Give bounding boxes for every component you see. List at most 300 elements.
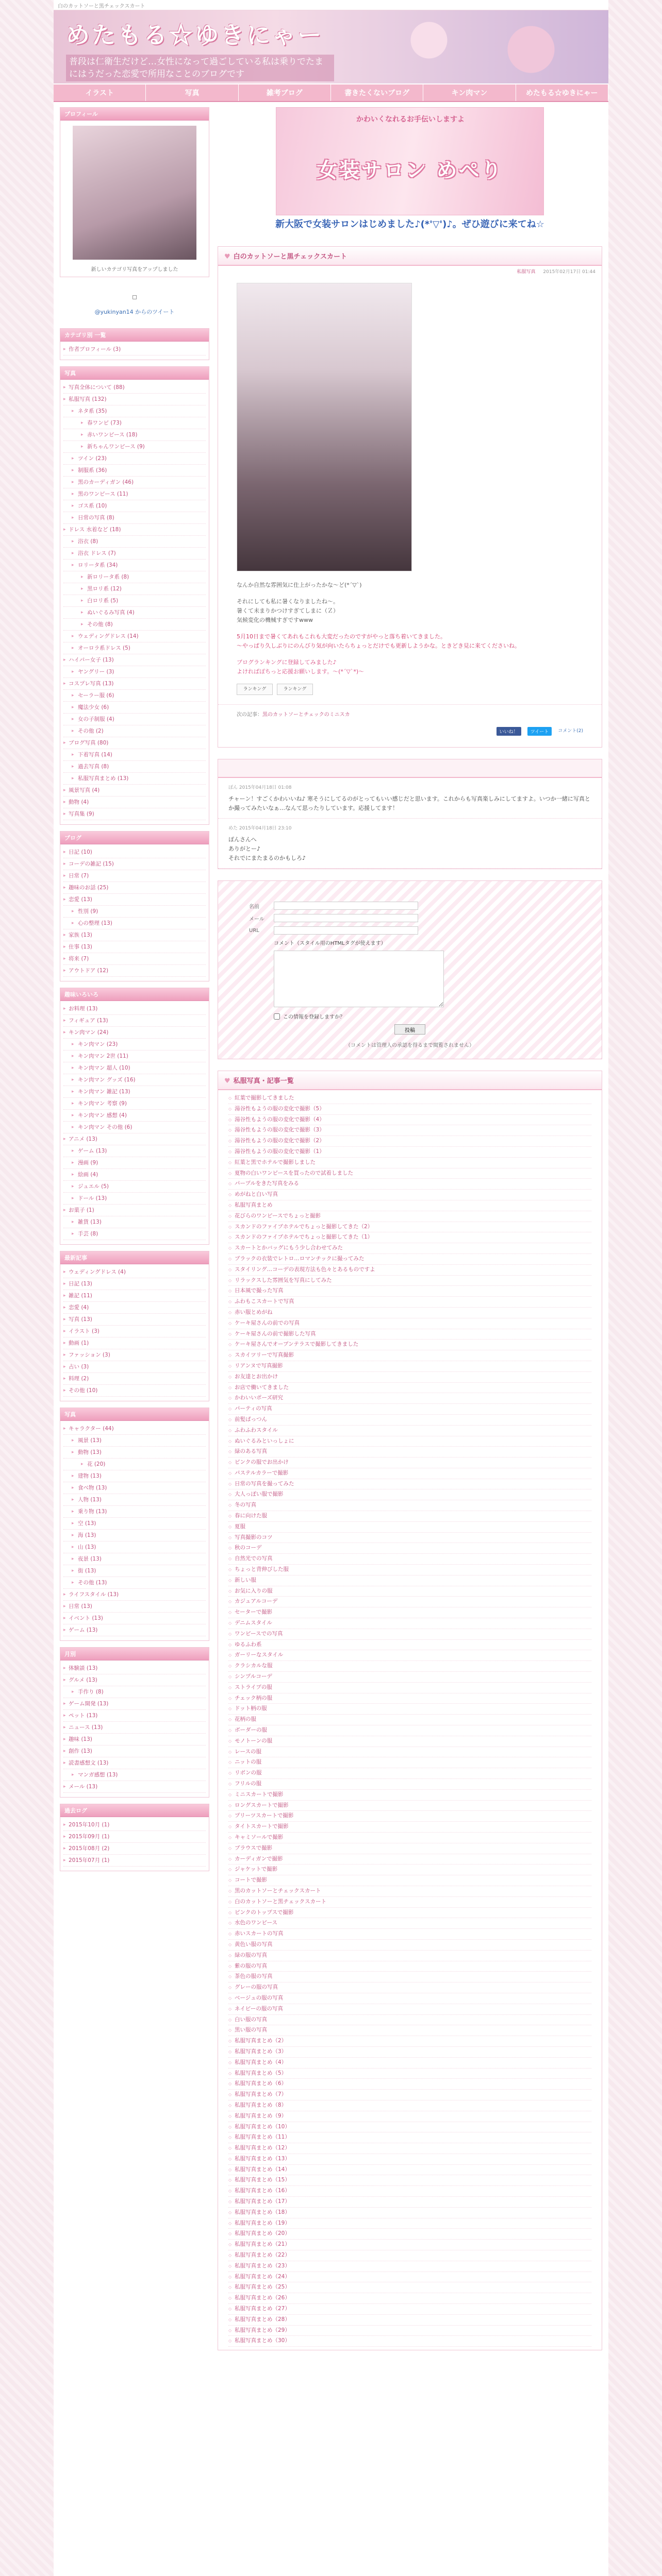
article-list-item[interactable]: ◇ 白のカットソーと黒チェックスカート (228, 1897, 591, 1908)
sidebar-menu-item[interactable]: ▸ イラスト (3) (63, 1326, 206, 1337)
article-list-item[interactable]: ◇ タイトスカートで撮影 (228, 1822, 591, 1833)
sidebar-menu-item[interactable]: ▸ キン肉マン 雑記 (13) (63, 1086, 206, 1098)
ranking-banners (237, 684, 583, 695)
article-list-item[interactable]: ◇ めがねと白い写真 (228, 1190, 591, 1200)
article-list-item[interactable]: ◇ 私服写真まとめ（21） (228, 2240, 591, 2250)
article-list-item[interactable]: ◇ 夏物の白いワンピースを買ったので試着しました (228, 1168, 591, 1179)
sidebar-menu-item[interactable]: ▸ 写真 (13) (63, 1314, 206, 1326)
next-entry-link[interactable]: 黒のカットソーとチェックのミニスカ (262, 712, 350, 718)
article-list-item[interactable]: ◇ リアンヌで写真撮影 (228, 1361, 591, 1372)
article-list-item[interactable]: ◇ 私服写真まとめ (228, 1200, 591, 1211)
article-list-item[interactable]: ◇ ケーキ屋さんでオープンテラスで撮影してきました (228, 1340, 591, 1350)
profile-box (60, 107, 209, 277)
sidebar-menu-item[interactable]: ▸ 創作 (13) (63, 1745, 206, 1757)
article-list-item[interactable]: ◇ 私服写真まとめ（28） (228, 2315, 591, 2326)
article-list-item[interactable]: ◇ ケーキ屋さんの前で撮影した写真 (228, 1329, 591, 1340)
article-list-item[interactable]: ◇ 私服写真まとめ（6） (228, 2079, 591, 2090)
sidebar-menu-item[interactable]: ▸ 花 (20) (63, 1459, 206, 1470)
entry-date: 2015年02月17日 01:44 (543, 269, 595, 275)
article-list-item[interactable]: ◇ スタイリング…コーデの表現方法も色々とあるものですよ (228, 1265, 591, 1276)
sidebar-menu-item[interactable]: ▸ 動画 (1) (63, 1337, 206, 1349)
comment-meta: ぽん 2015年04月18日 01:08 (228, 785, 292, 790)
sidebar-menu-box (60, 1804, 209, 1871)
article-list-item[interactable]: ◇ ブラウスで撮影 (228, 1843, 591, 1854)
article-list-item[interactable]: ◇ 私服写真まとめ（26） (228, 2293, 591, 2304)
sidebar-menu-item[interactable]: ▸ ドール (13) (63, 1193, 206, 1205)
article-list-item[interactable]: ◇ 私服写真まとめ（29） (228, 2326, 591, 2336)
article-list-item[interactable]: ◇ 春に向けた服 (228, 1511, 591, 1522)
sidebar-menu-item[interactable]: ▸ 新ちゃんワンピース (9) (63, 441, 206, 453)
sidebar-menu-item[interactable]: ▸ ウェディングドレス (4) (63, 1266, 206, 1278)
sidebar-menu-item[interactable]: ▸ その他 (10) (63, 1385, 206, 1397)
article-list-item[interactable]: ◇ 私服写真まとめ（20） (228, 2229, 591, 2240)
sidebar-menu-item[interactable]: ▸ ゲーム (13) (63, 1145, 206, 1157)
submit-button[interactable]: 投稿 (394, 1024, 425, 1035)
article-list-item[interactable]: ◇ 私服写真まとめ（7） (228, 2090, 591, 2100)
comments-section (218, 759, 602, 869)
sidebar-menu-title: カテゴリ別 一覧 (60, 329, 209, 342)
sidebar-menu-item[interactable]: ▸ 山 (13) (63, 1541, 206, 1553)
sidebar-menu-item[interactable]: ▸ 建物 (13) (63, 1470, 206, 1482)
article-list-item[interactable]: ◇ ネイビーの服の写真 (228, 2004, 591, 2015)
sidebar-menu-item[interactable]: ▸ お料理 (13) (63, 1003, 206, 1015)
sidebar-menu-item[interactable]: ▸ 新ロリータ系 (8) (63, 571, 206, 583)
sidebar-menu-item[interactable]: ▸ 風景 (13) (63, 1435, 206, 1447)
article-list-item[interactable]: ◇ お店で働いてきました (228, 1383, 591, 1394)
article-list-item[interactable]: ◇ グレーの服の写真 (228, 1982, 591, 1993)
article-list-item[interactable]: ◇ ニットの服 (228, 1757, 591, 1768)
sidebar-menu-item[interactable]: ▸ 空 (13) (63, 1518, 206, 1530)
article-list-item[interactable]: ◇ チェック柄の服 (228, 1693, 591, 1704)
sidebar-menu-item[interactable]: ▸ イベント (13) (63, 1613, 206, 1624)
sidebar-menu-item[interactable]: ▸ 動物 (4) (63, 796, 206, 808)
article-list-item[interactable]: ◇ パープルをきた写真をみる (228, 1179, 591, 1190)
sidebar-menu-item[interactable]: ▸ 黒ロリ系 (12) (63, 583, 206, 595)
article-list-item[interactable]: ◇ フリルの服 (228, 1779, 591, 1790)
sidebar-menu-item[interactable]: ▸ コーデの雑記 (15) (63, 858, 206, 870)
sidebar-menu-item[interactable]: ▸ 海 (13) (63, 1530, 206, 1541)
article-list-item[interactable]: ◇ ぬいぐるみといっしょに (228, 1436, 591, 1447)
sidebar-menu-title: 写真 (60, 1408, 209, 1421)
comment-form (218, 880, 602, 1059)
article-list-item[interactable]: ◇ 紅葉で撮影してきました (228, 1093, 591, 1104)
sidebar-menu-item[interactable]: ▸ 雑貨 (13) (63, 1216, 206, 1228)
article-list-item[interactable]: ◇ 紅葉と黒でホテルで撮影しました (228, 1158, 591, 1168)
sidebar-menu-item[interactable]: ▸ 食べ物 (13) (63, 1482, 206, 1494)
sidebar-menu-item[interactable]: ▸ ライフスタイル (13) (63, 1589, 206, 1601)
article-list-item[interactable]: ◇ 私服写真まとめ（8） (228, 2100, 591, 2111)
sidebar-menu-item[interactable]: ▸ アウトドア (12) (63, 965, 206, 977)
sidebar-menu-item[interactable]: ▸ ツイン (23) (63, 453, 206, 465)
article-list-item[interactable]: ◇ リボンの服 (228, 1768, 591, 1779)
salon-banner[interactable] (276, 107, 544, 215)
article-list-item[interactable]: ◇ 黒のカットソーとチェックスカート (228, 1886, 591, 1897)
sidebar-menu-item[interactable]: ▸ メール (13) (63, 1781, 206, 1793)
sidebar-menu-item[interactable]: ▸ グルメ (13) (63, 1674, 206, 1686)
sidebar-menu-item[interactable]: ▸ 私服写真まとめ (13) (63, 773, 206, 785)
sidebar-menu-item[interactable]: ▸ 街 (13) (63, 1565, 206, 1577)
article-list-item[interactable]: ◇ プリーツスカートで撮影 (228, 1811, 591, 1822)
sidebar-menu-item[interactable]: ▸ 趣味 (13) (63, 1734, 206, 1745)
profile-caption: 新しいカテゴリ写真をアップしました (91, 267, 178, 273)
article-list-item[interactable]: ◇ 日本風で撮った写真 (228, 1286, 591, 1297)
comment-list (218, 778, 602, 869)
banner-caption[interactable]: 新大阪で女装サロンはじめました♪(*'▽')♪。ぜひ遊びに来てね☆ (275, 219, 544, 230)
sidebar-menu-item[interactable]: ▸ 2015年09月 (1) (63, 1831, 206, 1843)
sidebar-menu-item[interactable]: ▸ 黒のカーディガン (46) (63, 477, 206, 488)
blog-entry (218, 246, 602, 748)
article-list-item[interactable]: ◇ 私服写真まとめ（2） (228, 2036, 591, 2047)
nav-kinnikuman[interactable]: キン肉マン (423, 84, 516, 101)
article-list-item[interactable]: ◇ ジャケットで撮影 (228, 1865, 591, 1875)
sidebar-menu-item[interactable]: ▸ ロリータ系 (34) (63, 560, 206, 571)
sidebar-menu-title: 趣味いろいろ (60, 988, 209, 1001)
article-list-item[interactable]: ◇ 夏服 (228, 1522, 591, 1533)
sidebar-menu-item[interactable]: ▸ コスプレ写真 (13) (63, 678, 206, 690)
sidebar-menu-item[interactable]: ▸ 女の子制服 (4) (63, 714, 206, 725)
mail-label: メール (249, 916, 264, 922)
article-list-item[interactable]: ◇ お気に入りの服 (228, 1586, 591, 1597)
sidebar-menu-item[interactable]: ▸ 仕事 (13) (63, 941, 206, 953)
article-list-item[interactable]: ◇ 私服写真まとめ（16） (228, 2186, 591, 2197)
article-list-item[interactable]: ◇ ストライプの服 (228, 1683, 591, 1693)
main-content (218, 107, 602, 2362)
article-list-item[interactable]: ◇ ガーリーなスタイル (228, 1650, 591, 1661)
sidebar-menu-item[interactable]: ▸ 日常 (13) (63, 1601, 206, 1613)
article-list-item[interactable]: ◇ 白い服の写真 (228, 2015, 591, 2026)
article-list-item[interactable]: ◇ ワンピースでの写真 (228, 1629, 591, 1640)
sidebar-menu-item[interactable]: ▸ ゲーム (13) (63, 1624, 206, 1636)
sidebar-menu-item[interactable]: ▸ 占い (3) (63, 1361, 206, 1373)
global-nav (54, 83, 608, 102)
article-list-item[interactable]: ◇ 赤いスカートの写真 (228, 1929, 591, 1940)
sidebar-menu-item[interactable]: ▸ ファッション (3) (63, 1349, 206, 1361)
twitter-link[interactable]: @yukinyan14 からのツイート (94, 309, 175, 315)
article-list-item[interactable]: ◇ カジュアルコーデ (228, 1597, 591, 1607)
article-list-item[interactable]: ◇ 新しい服 (228, 1575, 591, 1586)
blog-title[interactable]: めたもる☆ゆきにゃー (66, 21, 324, 49)
sidebar-menu-title: 最新記事 (60, 1251, 209, 1264)
article-list-item[interactable]: ◇ モノトーンの服 (228, 1736, 591, 1747)
article-list-item[interactable]: ◇ 私服写真まとめ（22） (228, 2250, 591, 2261)
sidebar-menu-item[interactable]: ▸ 写真集 (9) (63, 808, 206, 820)
article-list-item[interactable]: ◇ スカイツリーで写真撮影 (228, 1350, 591, 1361)
comment-item (218, 819, 602, 869)
ranking-banner-2[interactable]: ランキング (277, 684, 313, 695)
sidebar-menu-box (60, 366, 209, 825)
article-list-item[interactable]: ◇ ケーキ屋さんの前での写真 (228, 1318, 591, 1329)
article-list-item[interactable]: ◇ 私服写真まとめ（4） (228, 2058, 591, 2069)
article-list-item[interactable]: ◇ 湯谷性もようの服の変化で撮影（3） (228, 1125, 591, 1136)
article-list-item[interactable]: ◇ ブラックの衣装でレトロ…ロマンチックに撮ってみた (228, 1254, 591, 1265)
article-list-item[interactable]: ◇ レースの服 (228, 1747, 591, 1758)
article-list-item[interactable]: ◇ 私服写真まとめ（25） (228, 2282, 591, 2293)
sidebar-menu-item[interactable]: ▸ 浴衣 (8) (63, 536, 206, 548)
article-list-item[interactable]: ◇ 湯谷性もようの服の変化で撮影（4） (228, 1115, 591, 1126)
article-list-item[interactable]: ◇ 私服写真まとめ（12） (228, 2143, 591, 2154)
article-list-item[interactable]: ◇ パステルカラーで撮影 (228, 1468, 591, 1479)
sidebar-menu-item[interactable]: ▸ 読書感想文 (13) (63, 1757, 206, 1769)
sidebar-menu-item[interactable]: ▸ 絵画 (4) (63, 1169, 206, 1181)
sidebar-menu-item[interactable]: ▸ 2015年10月 (1) (63, 1819, 206, 1831)
article-list-item[interactable]: ◇ クラシカルな服 (228, 1661, 591, 1672)
article-list-item[interactable]: ◇ 私服写真まとめ（14） (228, 2165, 591, 2176)
article-list-item[interactable]: ◇ リラックスした雰囲気を写真にしてみた (228, 1276, 591, 1286)
sidebar-menu-item[interactable]: ▸ キン肉マン (24) (63, 1027, 206, 1039)
nav-metamoru[interactable]: めたもる☆ゆきにゃー (516, 84, 608, 101)
article-list-item[interactable]: ◇ 私服写真まとめ（13） (228, 2154, 591, 2165)
ranking-banner-1[interactable]: ランキング (237, 684, 273, 695)
sidebar-menu-item[interactable]: ▸ 乗り物 (13) (63, 1506, 206, 1518)
sidebar-menu-item[interactable]: ▸ 作者プロフィール (3) (63, 344, 206, 355)
sidebar-menu-item[interactable]: ▸ アニメ (13) (63, 1133, 206, 1145)
sidebar-menu-item[interactable]: ▸ 夜景 (13) (63, 1553, 206, 1565)
sidebar-menu-item[interactable]: ▸ 魔法少女 (6) (63, 702, 206, 714)
article-list-item[interactable]: ◇ スカンドのファイブホテルでちょっと撮影してきた（2） (228, 1222, 591, 1233)
url-label: URL (249, 927, 259, 934)
mail-field[interactable] (274, 914, 418, 922)
article-list-item[interactable]: ◇ 自然光での写真 (228, 1554, 591, 1565)
article-list-item[interactable]: ◇ セーターで撮影 (228, 1607, 591, 1618)
entry-paragraph-4: ブログランキングに登録してみました♪ よければぽちっと応援お願いします。～(*´▽`*)～ (237, 659, 365, 675)
article-list-item[interactable]: ◇ シンプルコーデ (228, 1672, 591, 1683)
nav-unwritten-blog[interactable]: 書きたくないブログ (331, 84, 423, 101)
sidebar-menu-item[interactable]: ▸ ゴス系 (10) (63, 500, 206, 512)
sidebar-menu-item[interactable]: ▸ その他 (8) (63, 619, 206, 631)
article-list-title: ♥ 私服写真・記事一覧 (218, 1071, 602, 1090)
name-field[interactable] (274, 902, 418, 910)
sidebar-menu-item[interactable]: ▸ ハイパー女子 (13) (63, 654, 206, 666)
sidebar-menu-box (60, 1408, 209, 1641)
article-list-item[interactable]: ◇ 大人っぽい服で撮影 (228, 1489, 591, 1500)
sidebar-menu-item[interactable]: ▸ ペット (13) (63, 1710, 206, 1722)
article-list-item[interactable]: ◇ ふわもこスカートで写真 (228, 1297, 591, 1308)
article-list-item[interactable]: ◇ 私服写真まとめ（24） (228, 2272, 591, 2283)
sidebar-menu-item[interactable]: ▸ 過去写真 (8) (63, 761, 206, 773)
sidebar-menu-item[interactable]: ▸ 2015年08月 (2) (63, 1843, 206, 1855)
sidebar-menu-item[interactable]: ▸ 漫画 (9) (63, 1157, 206, 1169)
article-list-item[interactable]: ◇ 緑の服の写真 (228, 1951, 591, 1961)
sidebar-menu-item[interactable]: ▸ 趣味のお話 (25) (63, 882, 206, 894)
sidebar-menu-item[interactable]: ▸ 日記 (13) (63, 1278, 206, 1290)
sidebar-menu-item[interactable]: ▸ 春ワンピ (73) (63, 417, 206, 429)
article-list-item[interactable]: ◇ ピンクのトップスで撮影 (228, 1908, 591, 1919)
article-list-item[interactable]: ◇ 私服写真まとめ（3） (228, 2047, 591, 2058)
sidebar-menu-item[interactable]: ▸ ジュエル (5) (63, 1181, 206, 1193)
entry-photo[interactable] (237, 283, 412, 571)
article-list-item[interactable]: ◇ 私服写真まとめ（15） (228, 2175, 591, 2186)
sidebar-menu-item[interactable]: ▸ 将来 (7) (63, 953, 206, 965)
article-list (218, 1090, 602, 2350)
article-list-item[interactable]: ◇ かわいいポーズ研究 (228, 1393, 591, 1404)
entry-paragraph-2: それにしても私に暑くなりましたね～。 暑くて未まりかつけすぎてしまに（Ｚ） 気候変化の機械すぎですwww (237, 598, 339, 623)
nav-photo[interactable]: 写真 (146, 84, 238, 101)
comment-meta: めた 2015年04月18日 23:10 (228, 826, 292, 831)
article-list-item[interactable]: ◇ 私服写真まとめ（30） (228, 2336, 591, 2347)
sidebar-menu-item[interactable]: ▸ マンガ感想 (13) (63, 1769, 206, 1781)
entry-category[interactable]: 私服写真 (517, 269, 536, 275)
sidebar-menu-item[interactable]: ▸ 風景写真 (4) (63, 785, 206, 796)
article-list-item[interactable]: ◇ ピンクの服でお出かけ (228, 1458, 591, 1468)
sidebar-menu-item[interactable]: ▸ ヤングリー (3) (63, 666, 206, 678)
article-list-item[interactable]: ◇ 私服写真まとめ（19） (228, 2218, 591, 2229)
sidebar-menu-item[interactable]: ▸ 黒のワンピース (11) (63, 488, 206, 500)
article-list-item[interactable]: ◇ スカンドのファイブホテルでちょっと撮影してきた（1） (228, 1232, 591, 1243)
article-list-item[interactable]: ◇ 水色のワンピース (228, 1918, 591, 1929)
article-list-item[interactable]: ◇ ふわふわスタイル (228, 1426, 591, 1436)
remember-checkbox[interactable] (274, 1013, 280, 1020)
article-list-item[interactable]: ◇ 私服写真まとめ（9） (228, 2111, 591, 2122)
sidebar-menu-item[interactable]: ▸ 料理 (2) (63, 1373, 206, 1385)
sidebar-menu-title: 過去ログ (60, 1804, 209, 1817)
article-list-item[interactable]: ◇ 私服写真まとめ（5） (228, 2069, 591, 2079)
sidebar-menu-item[interactable]: ▸ ウェディングドレス (14) (63, 631, 206, 642)
entry-paragraph-1: なんか自然な雰囲気に仕上がったかな～ど(*´▽`) (237, 582, 362, 588)
sidebar-menu-item[interactable]: ▸ 手作り (8) (63, 1686, 206, 1698)
article-list-item[interactable]: ◇ カーディガンで撮影 (228, 1854, 591, 1865)
sidebar-menu-item[interactable]: ▸ ブログ写真 (80) (63, 737, 206, 749)
article-list-item[interactable]: ◇ 紫の服の写真 (228, 1961, 591, 1972)
sidebar-menu-item[interactable]: ▸ 恋愛 (13) (63, 894, 206, 906)
sidebar-menu-item[interactable]: ▸ 心の整理 (13) (63, 918, 206, 929)
remember-label: この情報を登録しますか？ (283, 1014, 345, 1020)
article-list-item[interactable]: ◇ 黒い服の写真 (228, 2025, 591, 2036)
article-list-item[interactable]: ◇ ドット柄の服 (228, 1704, 591, 1715)
url-field[interactable] (274, 926, 418, 935)
article-list-item[interactable]: ◇ スカートとかバッグにもう少し合わせてみた (228, 1243, 591, 1254)
sidebar-menu-box (60, 988, 209, 1245)
sidebar-menu-item[interactable]: ▸ 日常の写真 (8) (63, 512, 206, 524)
article-list-item[interactable]: ◇ 赤い服とめがね (228, 1308, 591, 1318)
sidebar-menu-item[interactable]: ▸ 下着写真 (14) (63, 749, 206, 761)
article-list-item[interactable]: ◇ 私服写真まとめ（18） (228, 2208, 591, 2218)
article-list-item[interactable]: ◇ 前髪ぱっつん (228, 1415, 591, 1426)
article-list-item[interactable]: ◇ 緑のある写真 (228, 1447, 591, 1458)
sidebar-menu-item[interactable]: ▸ キン肉マン 考察 (9) (63, 1098, 206, 1110)
share-bar (218, 723, 602, 740)
article-list-item[interactable]: ◇ デニムスタイル (228, 1618, 591, 1629)
article-list-item[interactable]: ◇ ちょっと背伸びした服 (228, 1565, 591, 1575)
sidebar-menu-item[interactable]: ▸ キン肉マン グッズ (16) (63, 1074, 206, 1086)
entry-body (218, 581, 602, 695)
article-list-item[interactable]: ◇ ゆるふわ系 (228, 1640, 591, 1651)
tweet-button[interactable]: ツイート (527, 727, 552, 736)
sidebar-menu-title: ブログ (60, 832, 209, 844)
article-list-item[interactable]: ◇ 日常の写真を撮ってみた (228, 1479, 591, 1490)
sidebar-menu-item[interactable]: ▸ フィギュア (13) (63, 1015, 206, 1027)
sidebar-menu-item[interactable]: ▸ 日記 (10) (63, 846, 206, 858)
sidebar-menu-item[interactable]: ▸ その他 (2) (63, 725, 206, 737)
comment-item (218, 778, 602, 819)
article-list-box (218, 1071, 602, 2350)
sidebar-menu-item[interactable]: ▸ 赤いワンピース (18) (63, 429, 206, 441)
sidebar-menu-item[interactable]: ▸ 性別 (9) (63, 906, 206, 918)
article-list-item[interactable]: ◇ ミニスカートで撮影 (228, 1790, 591, 1801)
article-list-item[interactable]: ◇ 私服写真まとめ（17） (228, 2197, 591, 2208)
sidebar-menu-item[interactable]: ▸ ゲーム開発 (13) (63, 1698, 206, 1710)
sidebar-menu-item[interactable]: ▸ 浴衣 ドレス (7) (63, 548, 206, 560)
article-list-item[interactable]: ◇ ロングスカートで撮影 (228, 1801, 591, 1811)
article-list-item[interactable]: ◇ ボーダーの服 (228, 1725, 591, 1736)
article-list-item[interactable]: ◇ ベージュの服の写真 (228, 1993, 591, 2004)
sidebar-menu-item[interactable]: ▸ キン肉マン 2世 (11) (63, 1050, 206, 1062)
article-list-item[interactable]: ◇ 湯谷性もようの服の変化で撮影（1） (228, 1147, 591, 1158)
sidebar-menu-item[interactable]: ▸ キン肉マン 超人 (10) (63, 1062, 206, 1074)
sidebar-menu-item[interactable]: ▸ ぬいぐるみ写真 (4) (63, 607, 206, 619)
sidebar-menu-title: 写真 (60, 367, 209, 380)
page-top-title: 白のカットソーと黒チェックスカート (54, 0, 608, 10)
sidebar-menu-item[interactable]: ▸ オーロラ系ドレス (5) (63, 642, 206, 654)
moderation-note: （コメントは管理人の承認を得るまで閲覧されません） (345, 1043, 474, 1048)
sidebar-menu-item[interactable]: ▸ ネタ系 (35) (63, 405, 206, 417)
sidebar-menu-box (60, 1647, 209, 1798)
sidebar-menu-item[interactable]: ▸ 日常 (7) (63, 870, 206, 882)
sidebar-menu-item[interactable]: ▸ キン肉マン (23) (63, 1039, 206, 1050)
nav-zakko-blog[interactable]: 雑考ブログ (239, 84, 331, 101)
article-list-item[interactable]: ◇ 私服写真まとめ（10） (228, 2122, 591, 2133)
article-list-item[interactable]: ◇ 湯谷性もようの服の変化で撮影（5） (228, 1104, 591, 1115)
facebook-like-button[interactable]: いいね！ (496, 727, 521, 736)
sidebar-menu-item[interactable]: ▸ 雑記 (11) (63, 1290, 206, 1302)
sidebar-menu-item[interactable]: ▸ 人物 (13) (63, 1494, 206, 1506)
article-list-item[interactable]: ◇ コートで撮影 (228, 1875, 591, 1886)
sidebar-menu-item[interactable]: ▸ キン肉マン 感想 (4) (63, 1110, 206, 1122)
comment-textarea[interactable] (274, 951, 444, 1007)
article-list-item[interactable]: ◇ 湯谷性もようの服の変化で撮影（2） (228, 1136, 591, 1147)
article-list-item[interactable]: ◇ 私服写真まとめ（23） (228, 2261, 591, 2272)
sidebar-menu-item[interactable]: ▸ 白ロリ系 (5) (63, 595, 206, 607)
sidebar-menu-item[interactable]: ▸ 体験談 (13) (63, 1663, 206, 1674)
profile-photo[interactable] (73, 126, 196, 260)
article-list-item[interactable]: ◇ 冬の写真 (228, 1500, 591, 1511)
sidebar-menu-item[interactable]: ▸ 2015年07月 (1) (63, 1855, 206, 1867)
article-list-item[interactable]: ◇ 茶色の服の写真 (228, 1972, 591, 1982)
sidebar-menu-box (60, 831, 209, 981)
sidebar-menu-item[interactable]: ▸ お菓子 (1) (63, 1205, 206, 1216)
article-list-item[interactable]: ◇ 秋のコーデ (228, 1543, 591, 1554)
profile-title: プロフィール (60, 108, 209, 121)
sidebar-menu-item[interactable]: ▸ その他 (13) (63, 1577, 206, 1589)
article-list-item[interactable]: ◇ パーティの写真 (228, 1404, 591, 1415)
sidebar-menu-item[interactable]: ▸ キン肉マン その他 (6) (63, 1122, 206, 1133)
sidebar-menu-item[interactable]: ▸ 私服写真 (132) (63, 394, 206, 405)
sidebar-menu-item[interactable]: ▸ 手芸 (8) (63, 1228, 206, 1240)
entry-title: ♥ 白のカットソーと黒チェックスカート (218, 247, 602, 266)
page (54, 0, 608, 2576)
article-list-item[interactable]: ◇ 写真撮影のコツ (228, 1533, 591, 1544)
article-list-item[interactable]: ◇ お友達とお出かけ (228, 1372, 591, 1383)
article-list-item[interactable]: ◇ 花柄の服 (228, 1715, 591, 1725)
nav-illust[interactable]: イラスト (54, 84, 146, 101)
sidebar-menu-item[interactable]: ▸ 恋愛 (4) (63, 1302, 206, 1314)
article-list-item[interactable]: ◇ 私服写真まとめ（11） (228, 2132, 591, 2143)
banner-tagline: かわいくなれるお手伝いしますよ (356, 115, 465, 124)
article-list-item[interactable]: ◇ 花びらのワンピースでちょっと撮影 (228, 1211, 591, 1222)
sidebar-menu-item[interactable]: ▸ 写真全体について (88) (63, 382, 206, 394)
comments-header (218, 759, 602, 778)
sidebar-menu-item[interactable]: ▸ 制服系 (36) (63, 465, 206, 477)
sidebar-menu-item[interactable]: ▸ キャラクター (44) (63, 1423, 206, 1435)
article-list-item[interactable]: ◇ 黄色い服の写真 (228, 1940, 591, 1951)
sidebar-menu-item[interactable]: ▸ 動物 (13) (63, 1447, 206, 1459)
sidebar-menu-item[interactable]: ▸ ドレス 水着など (18) (63, 524, 206, 536)
comment-count-link[interactable]: コメント(2) (558, 728, 583, 734)
sidebar-menu-item[interactable]: ▸ 家族 (13) (63, 929, 206, 941)
sidebar-menu-item[interactable]: ▸ ニュース (13) (63, 1722, 206, 1734)
article-list-item[interactable]: ◇ 私服写真まとめ（27） (228, 2304, 591, 2315)
sidebar-menu-item[interactable]: ▸ セーラー服 (6) (63, 690, 206, 702)
article-list-item[interactable]: ◇ キャミソールで撮影 (228, 1833, 591, 1843)
